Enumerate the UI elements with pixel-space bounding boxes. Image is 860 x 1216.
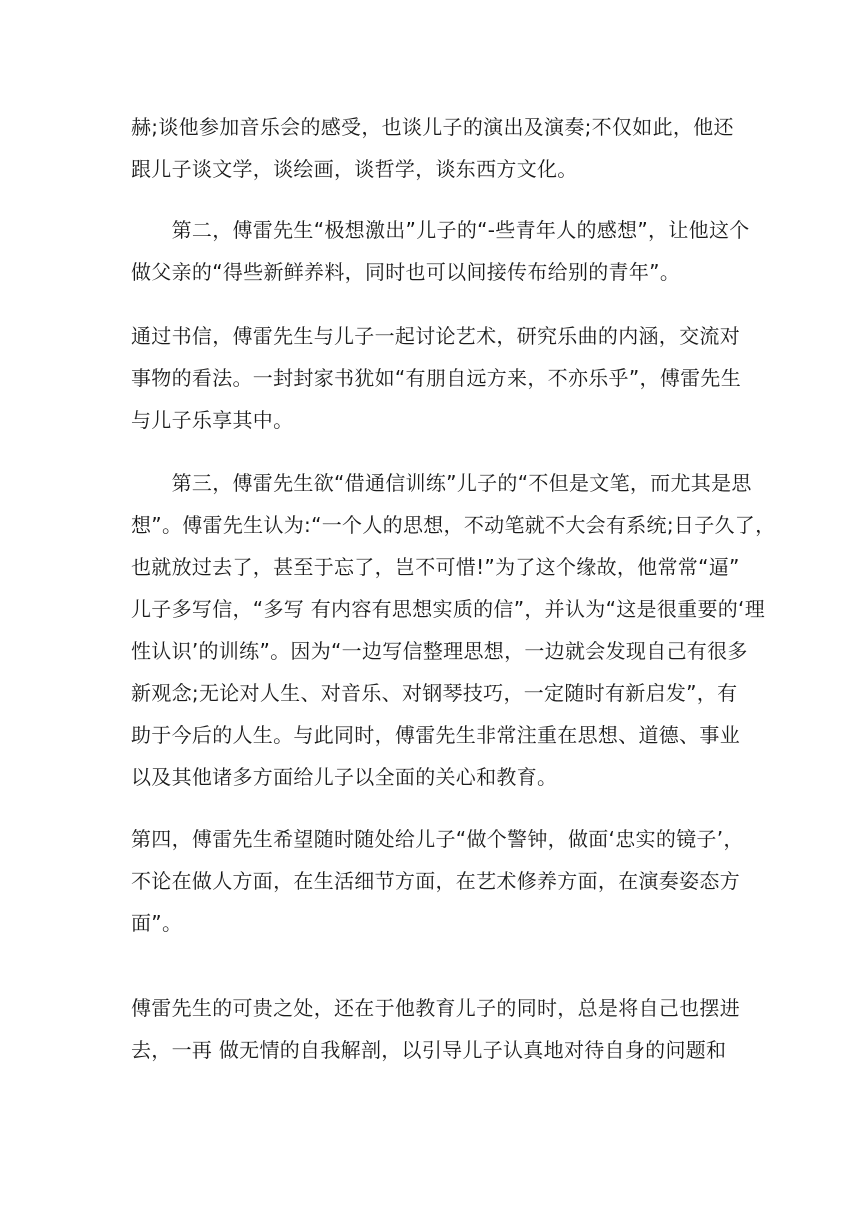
text-line: 性认识’的训练”。因为“一边写信整理思想，一边就会发现自己有很多	[131, 639, 748, 663]
text-line: 想”。傅雷先生认为:“一个人的思想，不动笔就不大会有系统;日子久了，	[131, 513, 776, 537]
text-line: 儿子多写信，“多写 有内容有思想实质的信”，并认为“这是很重要的‘理	[131, 597, 765, 621]
paragraph-5	[131, 818, 744, 944]
text-line: 与儿子乐享其中。	[131, 408, 294, 432]
text-line: 第三，傅雷先生欲“借通信训练”儿子的“不但是文笔，而尤其是思	[131, 471, 752, 495]
text-line: 傅雷先生的可贵之处，还在于他教育儿子的同时，总是将自己也摆进	[131, 996, 740, 1020]
paragraph-6	[131, 987, 740, 1071]
text-line: 不论在做人方面，在生活细节方面，在艺术修养方面，在演奏姿态方	[131, 869, 740, 893]
paragraph-4	[131, 462, 776, 798]
text-line: 以及其他诸多方面给儿子以全面的关心和教育。	[131, 765, 558, 789]
text-line: 赫;谈他参加音乐会的感受，也谈儿子的演出及演奏;不仅如此，他还	[131, 115, 734, 139]
paragraph-3	[131, 315, 742, 441]
text-line: 去，一再 做无情的自我解剖，以引导儿子认真地对待自身的问题和	[131, 1038, 727, 1062]
text-line: 助于今后的人生。与此同时，傅雷先生非常注重在思想、道德、事业	[131, 723, 740, 747]
text-line: 面”。	[131, 911, 183, 935]
text-line: 第四，傅雷先生希望随时随处给儿子“做个警钟，做面‘忠实的镜子’，	[131, 827, 744, 851]
text-line: 做父亲的“得些新鲜养料，同时也可以间接传布给别的青年”。	[131, 260, 681, 284]
text-line: 新观念;无论对人生、对音乐、对钢琴技巧，一定随时有新启发”，有	[131, 681, 738, 705]
text-line: 通过书信，傅雷先生与儿子一起讨论艺术，研究乐曲的内涵，交流对	[131, 324, 740, 348]
text-line: 事物的看法。一封封家书犹如“有朋自远方来，不亦乐乎”，傅雷先生	[131, 366, 742, 390]
text-line: 跟儿子谈文学，谈绘画，谈哲学，谈东西方文化。	[131, 157, 578, 181]
paragraph-1	[131, 106, 734, 190]
text-line: 也就放过去了，甚至于忘了，岂不可惜!”为了这个缘故，他常常“逼”	[131, 555, 740, 579]
paragraph-2	[131, 209, 750, 293]
text-line: 第二，傅雷先生“极想激出”儿子的“-些青年人的感想”，让他这个	[131, 218, 750, 242]
